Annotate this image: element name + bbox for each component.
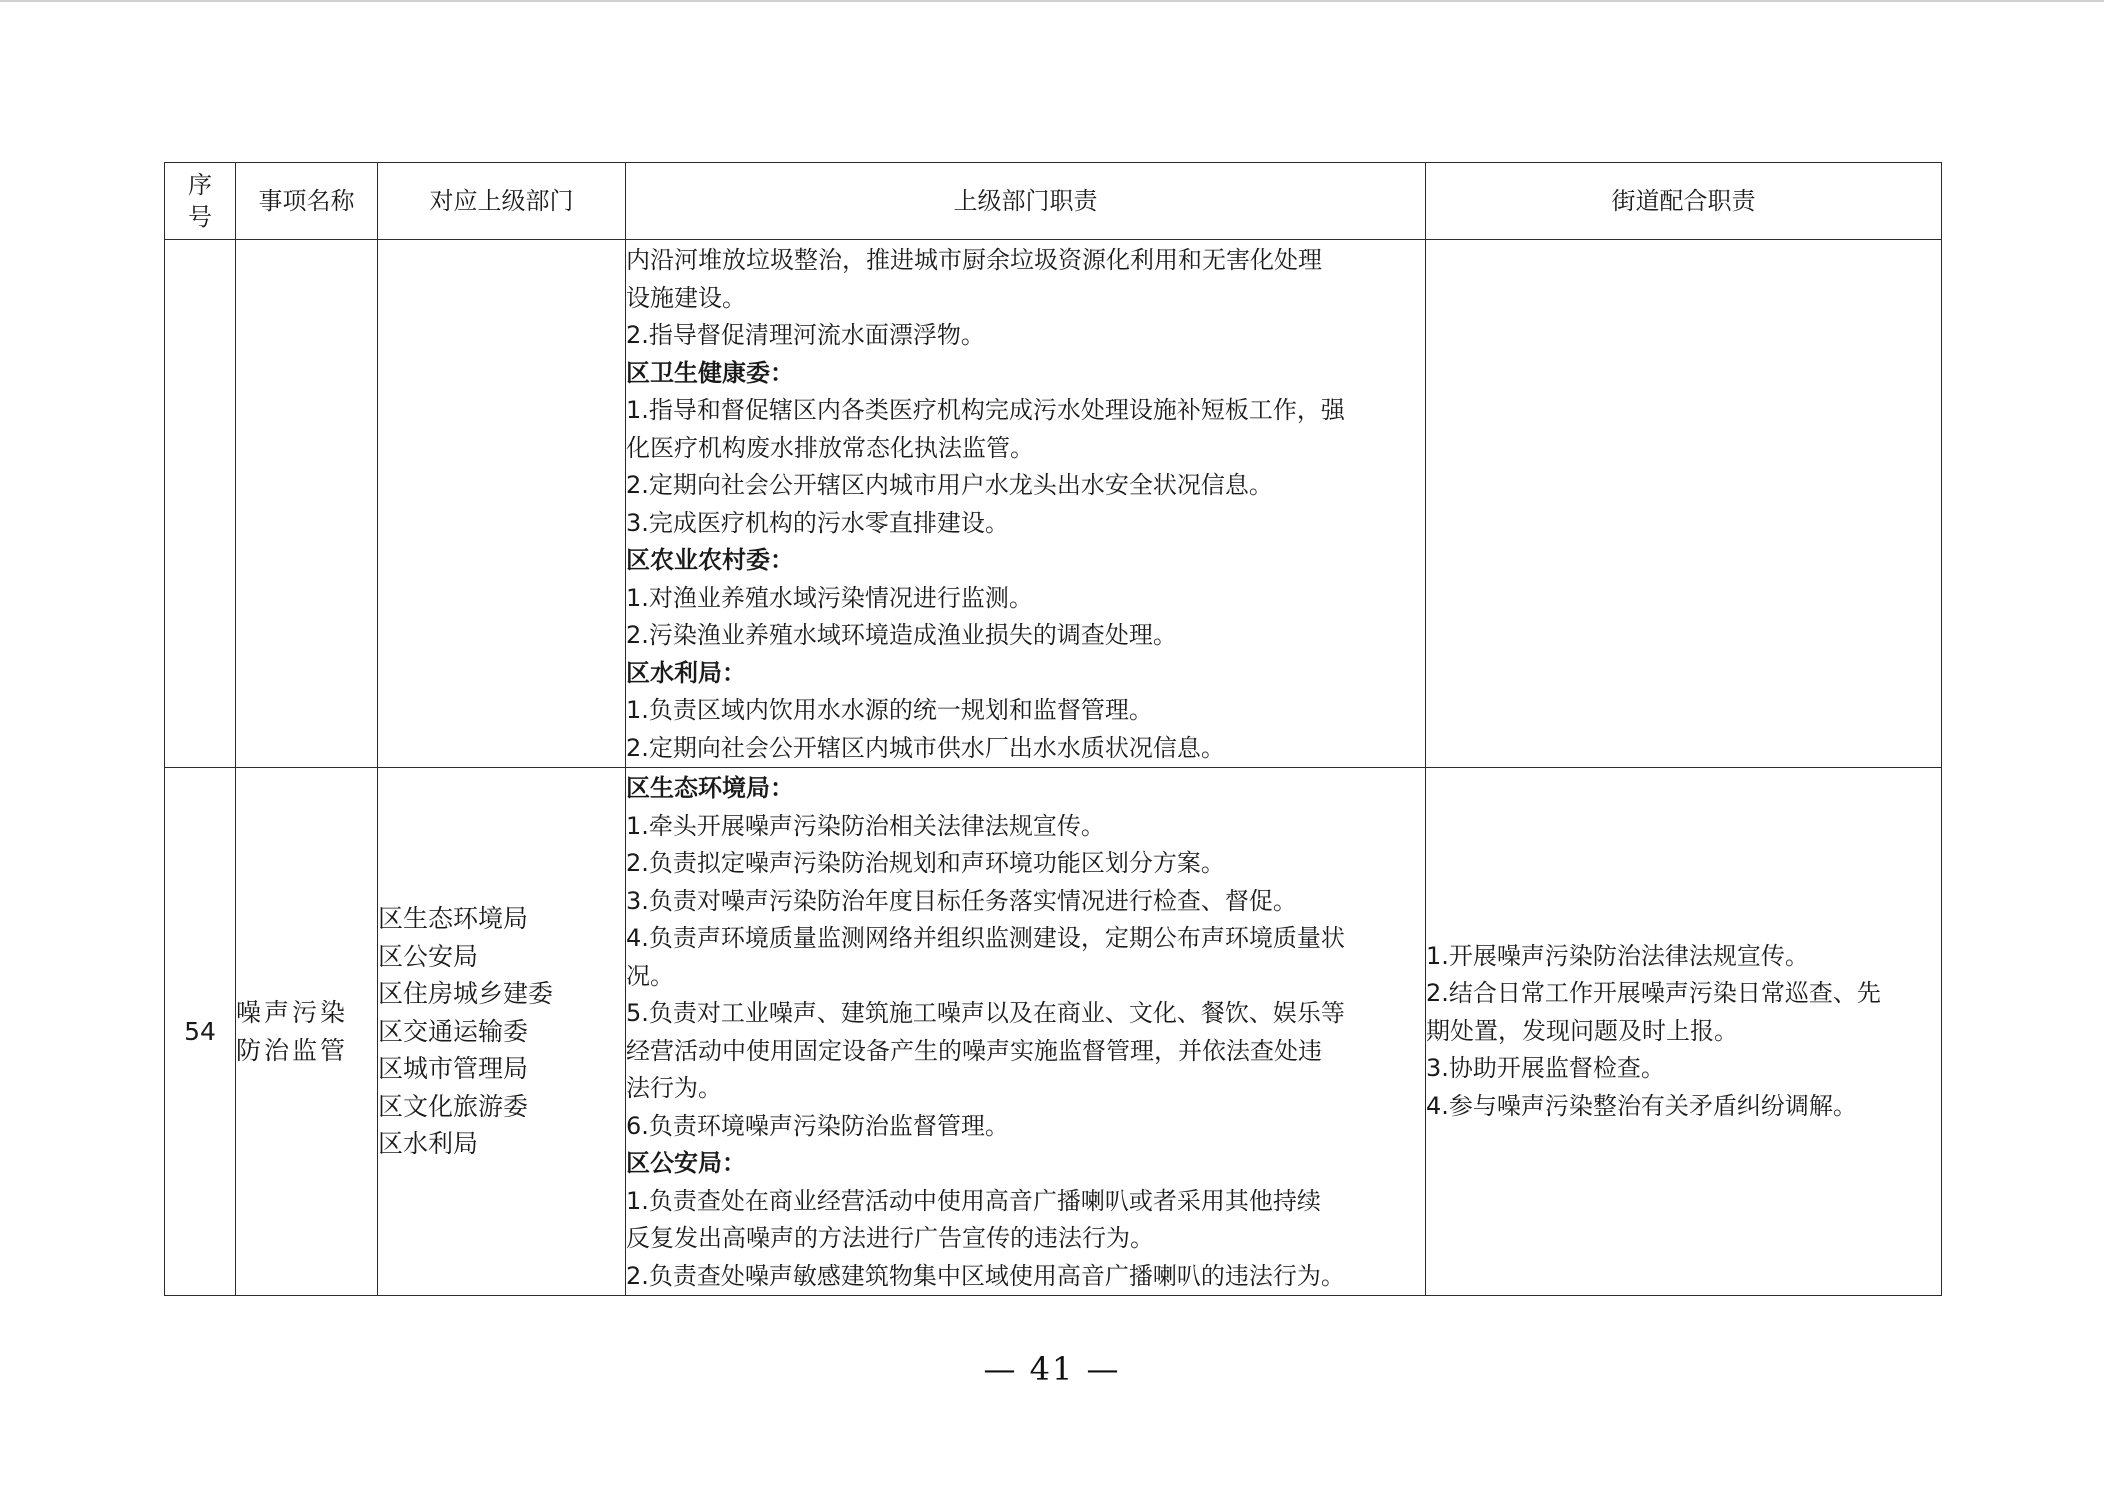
continued-name-cell xyxy=(236,240,378,768)
header-seq-line1: 序 xyxy=(188,171,212,199)
continued-duty-line: 1.指导和督促辖区内各类医疗机构完成污水处理设施补短板工作，强 xyxy=(626,396,1345,424)
page-top-rule xyxy=(0,0,2104,2)
row-54-dept-item: 区公安局 xyxy=(378,941,479,971)
row-54-street-line: 2.结合日常工作开展噪声污染日常巡查、先 xyxy=(1426,979,1881,1008)
row-54-duty-lines xyxy=(626,770,1425,1295)
row-54-street-line: 4.参与噪声污染整治有关矛盾纠纷调解。 xyxy=(1426,1091,1857,1120)
header-seq-line2: 号 xyxy=(188,203,212,231)
table-row-54 xyxy=(165,768,1942,1296)
continued-duty-dept-heading: 区农业农村委： xyxy=(626,546,794,574)
continued-duty-dept-heading: 区卫生健康委： xyxy=(626,358,794,387)
header-superior-duty: 上级部门职责 xyxy=(626,163,1426,240)
row-54-dept-list xyxy=(378,900,625,1163)
row-54-duty-line: 况。 xyxy=(626,961,674,990)
row-54-street-lines xyxy=(1426,938,1941,1126)
continued-dept-cell xyxy=(378,240,626,768)
row-54-duty-line: 2.负责拟定噪声污染防治规划和声环境功能区划分方案。 xyxy=(626,849,1225,877)
row-54-duty-line: 1.负责查处在商业经营活动中使用高音广播喇叭或者采用其他持续 xyxy=(626,1186,1321,1215)
row-54-name-line1: 噪声污染 xyxy=(236,998,349,1027)
row-54-street-line: 期处置，发现问题及时上报。 xyxy=(1426,1016,1738,1045)
row-54-dept-item: 区水利局 xyxy=(378,1129,479,1159)
page-number: — 41 — xyxy=(983,1350,1121,1388)
continued-duty-line: 3.完成医疗机构的污水零直排建设。 xyxy=(626,508,1009,537)
row-54-duty-line: 1.牵头开展噪声污染防治相关法律法规宣传。 xyxy=(626,811,1105,840)
row-54-item-name xyxy=(236,768,378,1296)
continued-duty-line: 1.负责区域内饮用水水源的统一规划和监督管理。 xyxy=(626,696,1153,724)
row-54-duty-line: 4.负责声环境质量监测网络并组织监测建设，定期公布声环境质量状 xyxy=(626,924,1345,952)
continued-duty-line: 设施建设。 xyxy=(626,283,746,312)
row-54-duty-dept-heading: 区公安局： xyxy=(626,1149,746,1177)
row-54-dept-item: 区文化旅游委 xyxy=(378,1091,529,1121)
continued-duty-line: 化医疗机构废水排放常态化执法监管。 xyxy=(626,433,1034,462)
row-54-duty-dept-heading: 区生态环境局： xyxy=(626,774,794,802)
row-54-duty-line: 6.负责环境噪声污染防治监督管理。 xyxy=(626,1111,1009,1140)
row-54-dept-item: 区城市管理局 xyxy=(378,1054,529,1084)
row-54-dept-item: 区交通运输委 xyxy=(378,1016,529,1046)
header-item-name: 事项名称 xyxy=(236,163,378,240)
row-54-dept-item: 区住房城乡建委 xyxy=(378,979,554,1009)
row-54-seq: 54 xyxy=(165,768,236,1296)
continued-duty-line: 2.定期向社会公开辖区内城市用户水龙头出水安全状况信息。 xyxy=(626,471,1273,499)
table-header-row xyxy=(165,163,1942,240)
row-54-duty-line: 5.负责对工业噪声、建筑施工噪声以及在商业、文化、餐饮、娱乐等 xyxy=(626,999,1345,1027)
row-54-street-cell xyxy=(1426,768,1942,1296)
row-54-duty-line: 2.负责查处噪声敏感建筑物集中区域使用高音广播喇叭的违法行为。 xyxy=(626,1261,1345,1290)
table-row-continued xyxy=(165,240,1942,768)
continued-duty-line: 1.对渔业养殖水域污染情况进行监测。 xyxy=(626,583,1033,612)
header-seq xyxy=(165,163,236,240)
row-54-duty-cell xyxy=(626,768,1426,1296)
row-54-duty-line: 法行为。 xyxy=(626,1074,722,1102)
continued-duty-lines xyxy=(626,242,1425,767)
row-54-duty-line: 3.负责对噪声污染防治年度目标任务落实情况进行检查、督促。 xyxy=(626,886,1297,915)
continued-duty-line: 内沿河堆放垃圾整治，推进城市厨余垃圾资源化利用和无害化处理 xyxy=(626,246,1322,274)
row-54-name-line2: 防治监管 xyxy=(236,1035,349,1065)
continued-duty-dept-heading: 区水利局： xyxy=(626,658,746,687)
duty-table xyxy=(164,162,1942,1296)
row-54-street-line: 3.协助开展监督检查。 xyxy=(1426,1054,1665,1083)
continued-duty-cell xyxy=(626,240,1426,768)
continued-duty-line: 2.定期向社会公开辖区内城市供水厂出水水质状况信息。 xyxy=(626,733,1225,762)
header-street-duty: 街道配合职责 xyxy=(1426,163,1942,240)
continued-seq-cell xyxy=(165,240,236,768)
continued-duty-line: 2.指导督促清理河流水面漂浮物。 xyxy=(626,321,985,349)
continued-street-cell xyxy=(1426,240,1942,768)
row-54-duty-line: 经营活动中使用固定设备产生的噪声实施监督管理，并依法查处违 xyxy=(626,1036,1322,1065)
row-54-street-line: 1.开展噪声污染防治法律法规宣传。 xyxy=(1426,941,1809,970)
row-54-dept-item: 区生态环境局 xyxy=(378,904,529,934)
row-54-duty-line: 反复发出高噪声的方法进行广告宣传的违法行为。 xyxy=(626,1224,1154,1252)
header-superior-dept: 对应上级部门 xyxy=(378,163,626,240)
row-54-departments xyxy=(378,768,626,1296)
continued-duty-line: 2.污染渔业养殖水域环境造成渔业损失的调查处理。 xyxy=(626,621,1177,649)
